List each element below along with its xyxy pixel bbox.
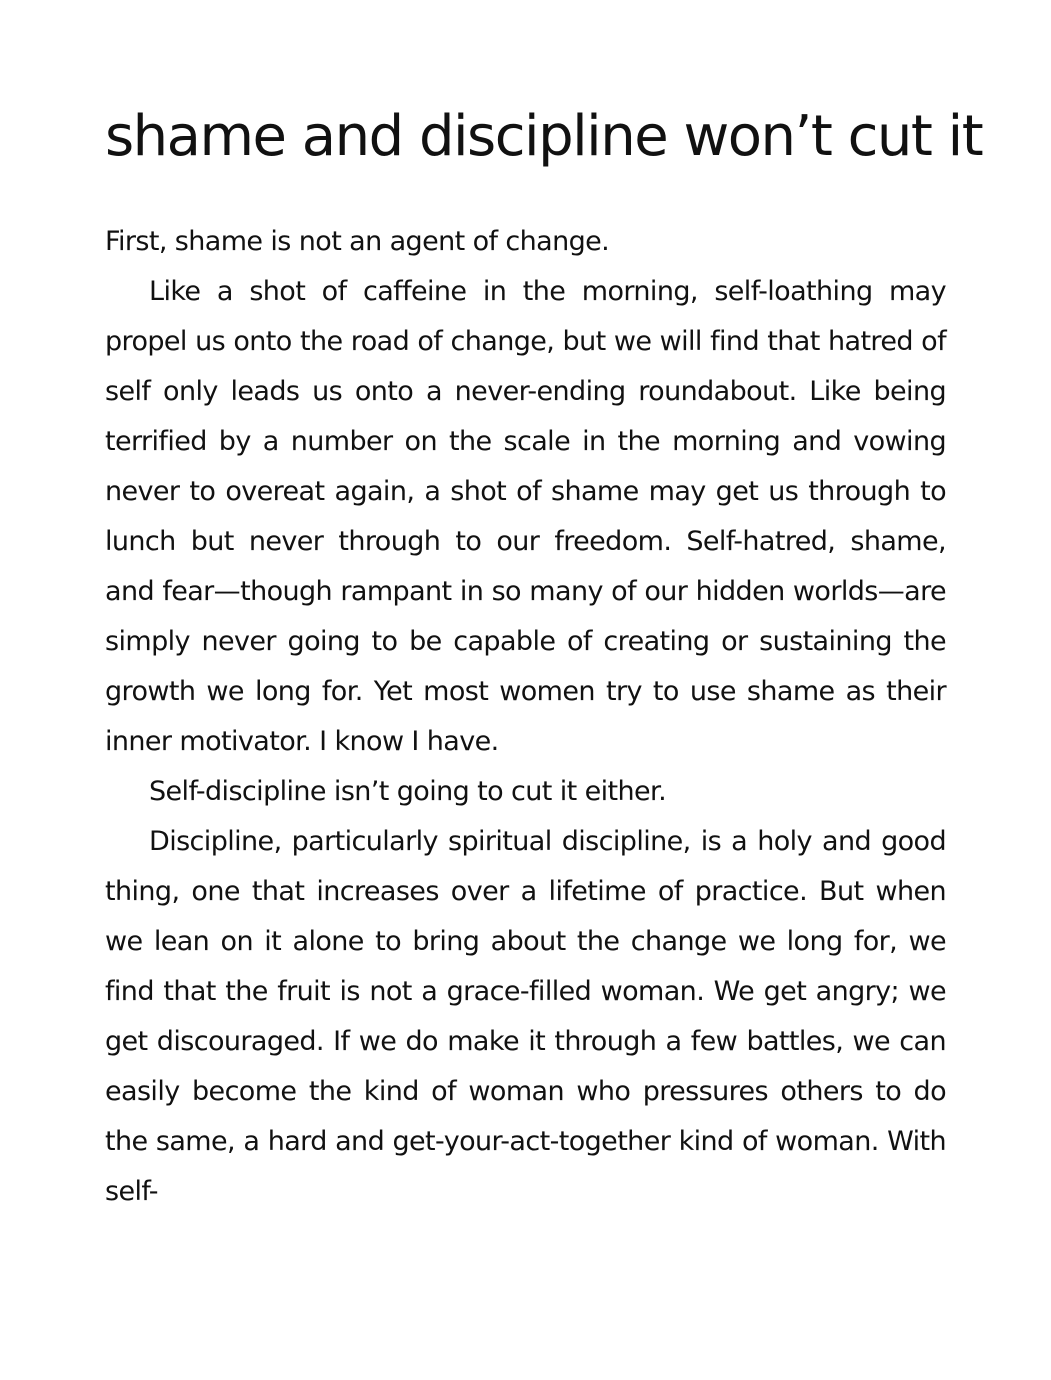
chapter-title: shame and discipline won’t cut it bbox=[105, 104, 983, 169]
body-text bbox=[105, 217, 946, 1217]
paragraph: First, shame is not an agent of change. bbox=[105, 226, 610, 257]
document-page bbox=[105, 95, 983, 1217]
paragraph: Self-discipline isn’t going to cut it either. bbox=[149, 776, 667, 807]
paragraph: Discipline, particularly spiritual discipline, is a holy and good thing, one that increases over a lifetime of practice. But when we lean on it alone to bring about the change we long for, we find that the fruit is not a grace-filled woman. We get angry; we get discouraged. If we do make it through a few battles, we can easily become the kind of woman who pressures others to do the same, a hard and get-your-act-together kind of woman. With self- bbox=[105, 826, 946, 1207]
paragraph: Like a shot of caffeine in the morning, self-loathing may propel us onto the road of change, but we will find that hatred of self only leads us onto a never-ending roundabout. Like being terrified by a number on the scale in the morning and vowing never to overeat again, a shot of shame may get us through to lunch but never through to our freedom. Self-hatred, shame, and fear—though rampant in so many of our hidden worlds—are simply never going to be capable of creating or sustaining the growth we long for. Yet most women try to use shame as their inner motivator. I know I have. bbox=[105, 276, 946, 757]
